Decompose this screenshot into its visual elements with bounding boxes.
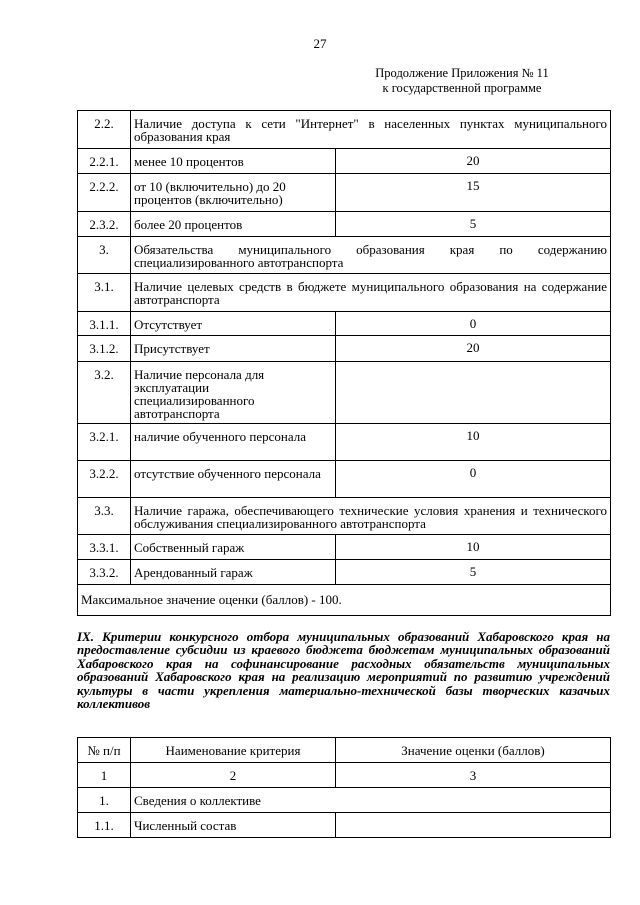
- index-cell: 1: [78, 763, 131, 788]
- table-row: [78, 312, 611, 336]
- row-number: 2.2.: [78, 111, 131, 149]
- row-name: от 10 (включительно) до 20 процентов (включительно): [131, 174, 336, 212]
- index-cell: 3: [336, 763, 611, 788]
- table-row: [78, 535, 611, 560]
- header-number: № п/п: [78, 738, 131, 763]
- table-row: [78, 813, 611, 838]
- table-row: [78, 560, 611, 585]
- row-value: 10: [336, 535, 611, 560]
- row-name: отсутствие обученного персонала: [131, 461, 336, 498]
- row-number: 2.2.2.: [78, 174, 131, 212]
- row-number: 1.: [78, 788, 131, 813]
- row-name: Арендованный гараж: [131, 560, 336, 585]
- row-name: Наличие целевых средств в бюджете муниципального образования на содержание автотранспорта: [131, 274, 611, 312]
- row-name: более 20 процентов: [131, 212, 336, 237]
- row-number: 3.: [78, 237, 131, 274]
- table-row: [78, 174, 611, 212]
- index-cell: 2: [131, 763, 336, 788]
- continuation-line-1: Продолжение Приложения № 11: [375, 66, 549, 80]
- continuation-line-2: к государственной программе: [382, 81, 542, 95]
- table-row: [78, 362, 611, 424]
- row-number: 3.2.1.: [78, 424, 131, 461]
- row-value: 0: [336, 312, 611, 336]
- row-number: 1.1.: [78, 813, 131, 838]
- row-value: 10: [336, 424, 611, 461]
- criteria-table-section-ix: [77, 737, 611, 838]
- row-number: 3.1.1.: [78, 312, 131, 336]
- criteria-table-continued: [77, 110, 611, 616]
- table-footer-row: [78, 585, 611, 616]
- table-row: [78, 788, 611, 813]
- continuation-header: [342, 66, 582, 96]
- row-name: Присутствует: [131, 336, 336, 362]
- row-number: 3.2.2.: [78, 461, 131, 498]
- row-number: 3.1.: [78, 274, 131, 312]
- section-title: IX. Критерии конкурсного отбора муниципальных образований Хабаровского края на предоставление субсидии из краевого бюджета бюджетам муниципальных образований Хабаровского края на софинансирование расходных обязательств муниципальных образований Хабаровского края на реализацию мероприятий по развитию учреждений культуры в части укрепления материально-технической базы творческих казачьих коллективов: [77, 629, 610, 712]
- row-value: 0: [336, 461, 611, 498]
- row-number: 3.3.1.: [78, 535, 131, 560]
- row-number: 3.2.: [78, 362, 131, 424]
- header-criterion: Наименование критерия: [131, 738, 336, 763]
- row-name: Наличие доступа к сети "Интернет" в населенных пунктах муниципального образования края: [131, 111, 611, 149]
- table-row: [78, 336, 611, 362]
- table-row: [78, 111, 611, 149]
- max-score-note: Максимальное значение оценки (баллов) - 100.: [78, 585, 611, 616]
- row-value: [336, 362, 611, 424]
- table-index-row: [78, 763, 611, 788]
- row-name: Сведения о коллективе: [131, 788, 611, 813]
- row-name: Наличие персонала для эксплуатации специализированного автотранспорта: [131, 362, 336, 424]
- table-row: [78, 424, 611, 461]
- row-name: Наличие гаража, обеспечивающего технические условия хранения и технического обслуживания специализированного автотранспорта: [131, 498, 611, 535]
- row-name: Обязательства муниципального образования края по содержанию специализированного автотранспорта: [131, 237, 611, 274]
- table-row: [78, 212, 611, 237]
- table-row: [78, 274, 611, 312]
- row-name: наличие обученного персонала: [131, 424, 336, 461]
- row-number: 3.3.2.: [78, 560, 131, 585]
- row-value: 20: [336, 149, 611, 174]
- row-value: 5: [336, 560, 611, 585]
- row-number: 3.3.: [78, 498, 131, 535]
- table-row: [78, 498, 611, 535]
- table-header-row: [78, 738, 611, 763]
- table-row: [78, 237, 611, 274]
- row-value: [336, 813, 611, 838]
- row-number: 2.2.1.: [78, 149, 131, 174]
- row-value: 20: [336, 336, 611, 362]
- page-number: 27: [313, 36, 327, 51]
- table-row: [78, 461, 611, 498]
- row-name: Отсутствует: [131, 312, 336, 336]
- row-name: Собственный гараж: [131, 535, 336, 560]
- row-name: менее 10 процентов: [131, 149, 336, 174]
- row-value: 15: [336, 174, 611, 212]
- row-value: 5: [336, 212, 611, 237]
- header-score: Значение оценки (баллов): [336, 738, 611, 763]
- table-row: [78, 149, 611, 174]
- row-name: Численный состав: [131, 813, 336, 838]
- row-number: 3.1.2.: [78, 336, 131, 362]
- row-number: 2.3.2.: [78, 212, 131, 237]
